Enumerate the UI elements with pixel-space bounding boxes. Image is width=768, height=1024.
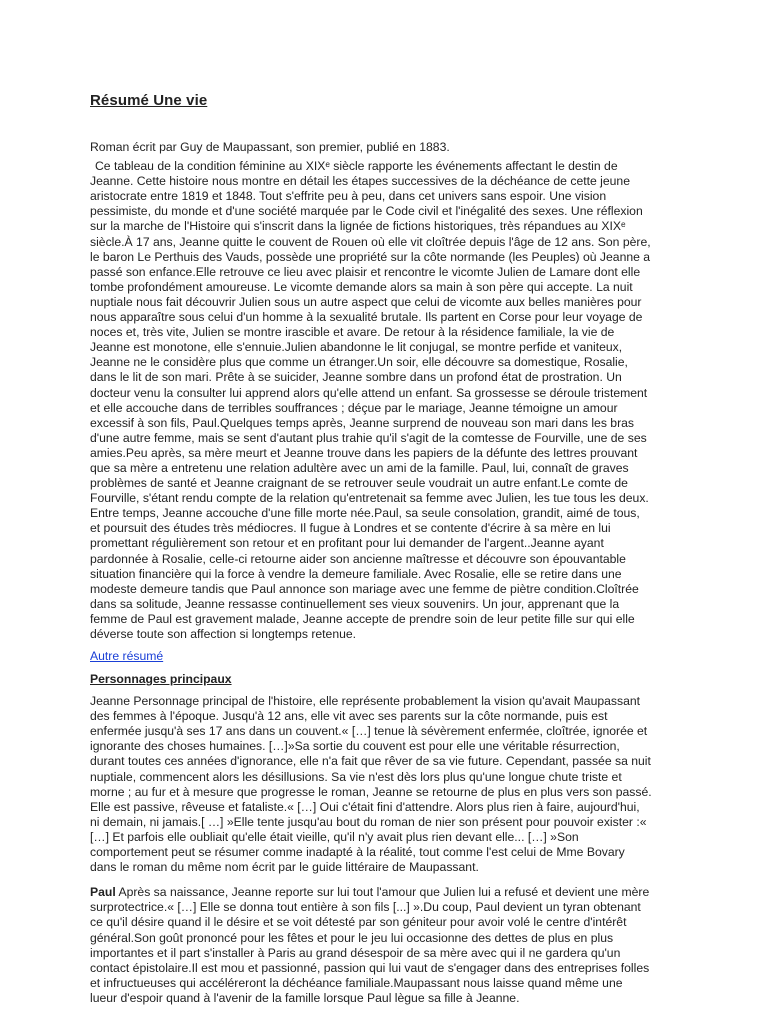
character-paul-paragraph xyxy=(90,885,652,1006)
character-paul-name: Paul xyxy=(90,885,116,900)
section-heading-characters: Personnages principaux xyxy=(90,672,232,687)
summary-paragraph: Ce tableau de la condition féminine au XIXᵉ siècle rapporte les événements affectant le destin de Jeanne. Cette histoire nous montre en détail les étapes successives de la déchéance de cette jeune aristocrate entre 1819 et 1848. Tout s'effrite peu à peu, dans cet univers sans espoir. Une vision pessimiste, du monde et d'une société marquée par le Code civil et l'inégalité des sexes. Une réflexion sur la marche de l'Histoire qui s'inscrit dans la lignée de fictions historiques, très répandues au XIXᵉ siècle.À 17 ans, Jeanne quitte le couvent de Rouen où elle vit cloîtrée depuis l'âge de 12 ans. Son père, le baron Le Perthuis des Vauds, possède une propriété sur la côte normande (les Peuples) où Jeanne a passé son enfance.Elle retrouve ce lieu avec plaisir et rencontre le vicomte Julien de Lamare dont elle tombe profondément amoureuse. Le vicomte demande alors sa main à son père qui accepte. La nuit nuptiale nous fait découvrir Julien sous un autre aspect que celui de vicomte aux belles manières pour nous apparaître sous celui d'un homme à la sexualité brutale. Ils partent en Corse pour leur voyage de noces et, très vite, Julien se montre irascible et avare. De retour à la résidence familiale, la vie de Jeanne est monotone, elle s'ennuie.Julien abandonne le lit conjugal, se montre perfide et vaniteux, Jeanne ne le considère plus que comme un étranger.Un soir, elle découvre sa domestique, Rosalie, dans le lit de son mari. Prête à se suicider, Jeanne sombre dans un profond état de prostration. Un docteur venu la consulter lui apprend alors qu'elle attend un enfant. Sa grossesse se déroule tristement et elle accouche dans de terribles souffrances ; déçue par le mariage, Jeanne témoigne un amour excessif à son fils, Paul.Quelques temps après, Jeanne surprend de nouveau son mari dans les bras d'une autre femme, mais se sent d'autant plus trahie qu'il s'agit de la comtesse de Fourville, une de ses amies.Peu après, sa mère meurt et Jeanne trouve dans les papiers de la défunte des lettres prouvant que sa mère a entretenu une relation adultère avec un ami de la famille. Paul, lui, connaît de graves problèmes de santé et Jeanne craignant de se retrouver seule voudrait un autre enfant.Le comte de Fourville, s'étant rendu compte de la relation qu'entretenait sa femme avec Julien, les tue tous les deux. Entre temps, Jeanne accouche d'une fille morte née.Paul, sa seule consolation, grandit, aimé de tous, et poursuit des études très médiocres. Il fugue à Londres et se contente d'écrire à sa mère en lui promettant régulièrement son retour et en profitant pour lui demander de l'argent..Jeanne ayant pardonnée à Rosalie, celle-ci retourne aider son ancienne maîtresse et découvre son épouvantable situation financière qui la force à vendre la demeure familiale. Avec Rosalie, elle se retire dans une modeste demeure tandis que Paul annonce son mariage avec une femme de piètre condition.Cloîtrée dans sa solitude, Jeanne ressasse continuellement ses vieux souvenirs. Un jour, apprenant que la femme de Paul est gravement malade, Jeanne accepte de prendre soin de leur petite fille sur qui elle déverse toute son affection si longtemps retenue. xyxy=(90,159,651,641)
intro-paragraph: Roman écrit par Guy de Maupassant, son premier, publié en 1883. xyxy=(90,140,450,154)
character-jeanne-text: Jeanne Personnage principal de l'histoire, elle représente probablement la vision qu'avait Maupassant des femmes à l'époque. Jusqu'à 12 ans, elle vit avec ses parents sur la côte normande, puis est enfermée jusqu'à ses 17 ans dans un couvent.« […] tenue là sévèrement enfermée, cloîtrée, ignorée et ignorante des choses humaines. […]»Sa sortie du couvent est pour elle une véritable résurrection, durant toutes ces années d'ignorance, elle n'a fait que rêver de sa vie future. Cependant, passée sa nuit nuptiale, commencent alors les désillusions. Sa vie n'est dès lors plus qu'une longue chute triste et morne ; au fur et à mesure que progresse le roman, Jeanne se retourne de plus en plus vers son passé. Elle est passive, rêveuse et fataliste.« […] Oui c'était fini d'attendre. Alors plus rien à faire, aujourd'hui, ni demain, ni jamais.[ …] »Elle tente jusqu'au bout du roman de nier son présent pour pouvoir exister :« […] Et parfois elle oubliait qu'elle était vieille, qu'il n'y avait plus rien devant elle... […] »Son comportement peut se résumer comme inadapté à la réalité, tout comme l'est celui de Mme Bovary dans le roman du même nom écrit par le guide littéraire de Maupassant. xyxy=(90,694,652,875)
page-title: Résumé Une vie xyxy=(90,92,208,109)
other-summary-link[interactable]: Autre résumé xyxy=(90,649,164,664)
character-paul-text: Après sa naissance, Jeanne reporte sur lui tout l'amour que Julien lui a refusé et devient une mère surprotectrice.« […] Elle se donna tout entière à son fils [...] ».Du coup, Paul devient un tyran obtenant ce qu'il désire quand il le désire et se voit détesté par son géniteur pour avoir volé le centre d'intérêt général.Son goût prononcé pour les fêtes et pour le jeu lui occasionne des dettes de plus en plus importantes et il part s'installer à Paris au grand désespoir de sa mère avec qui il ne gardera qu'un contact épistolaire.Il est mou et passionné, passion qui lui vaut de s'engager dans des entreprises folles et infructueuses qui accéléreront la déchéance familiale.Maupassant nous laisse quand même une lueur d'espoir quand à l'avenir de la famille lorsque Paul lègue sa fille à Jeanne. xyxy=(90,885,650,1005)
character-jeanne-paragraph xyxy=(90,694,652,875)
document-page xyxy=(90,92,652,1016)
